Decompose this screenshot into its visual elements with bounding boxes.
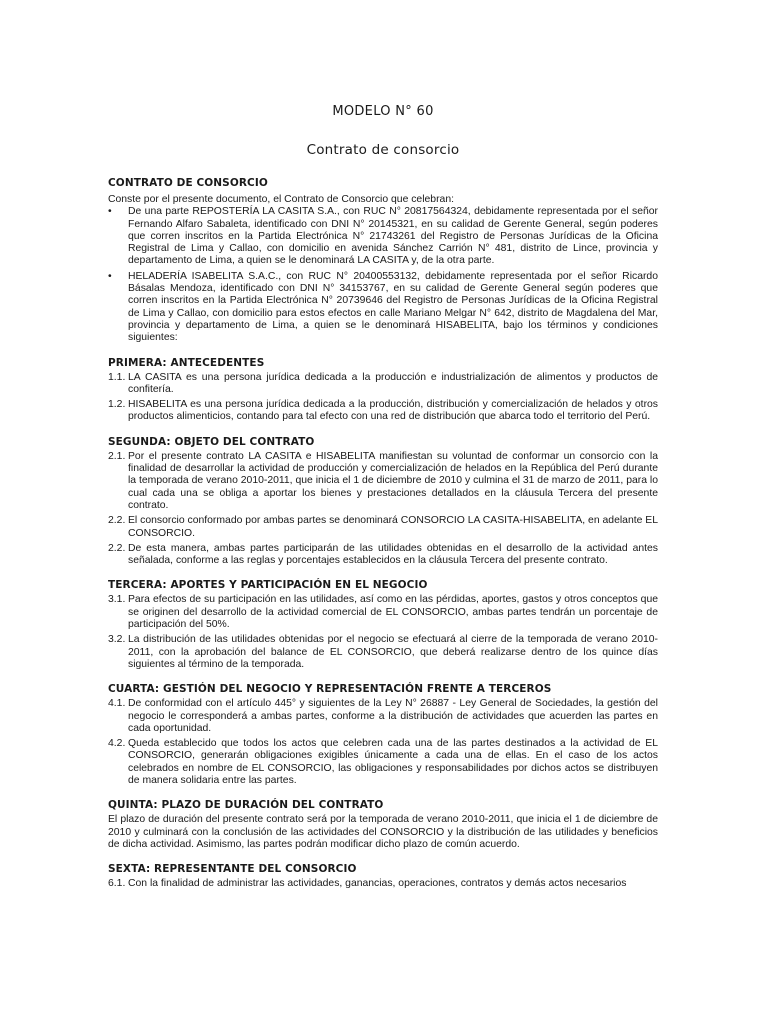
- clause-item: [108, 372, 658, 397]
- section-heading-primera: PRIMERA: ANTECEDENTES: [108, 356, 265, 369]
- clause-item: [108, 738, 658, 787]
- clause-text: La distribución de las utilidades obtenidas por el negocio se efectuará al cierre de la temporada de verano 2010-2011, con la aprobación del balance de EL CONSORCIO, que deberá realizarse dentro de los quince días siguientes al término de la temporada.: [128, 634, 658, 670]
- section-heading-segunda: SEGUNDA: OBJETO DEL CONTRATO: [108, 435, 315, 448]
- clause-item: [108, 878, 658, 890]
- document-title: Contrato de consorcio: [306, 142, 460, 158]
- clause-item: [108, 451, 658, 512]
- clause-item: [108, 543, 658, 568]
- clause-number: 2.2.: [108, 542, 126, 554]
- section-heading-tercera: TERCERA: APORTES Y PARTICIPACIÓN EN EL NEGOCIO: [108, 579, 428, 592]
- clause-text: Con la finalidad de administrar las actividades, ganancias, operaciones, contratos y demás actos necesarios: [128, 878, 627, 890]
- clause-number: 4.2.: [108, 738, 126, 750]
- clause-number: 6.1.: [108, 878, 126, 890]
- document-body: [108, 104, 658, 893]
- clause-number: 1.1.: [108, 371, 126, 383]
- bullet-marker: •: [108, 206, 112, 218]
- bullet-marker: •: [108, 270, 112, 282]
- section-heading-sexta: SEXTA: REPRESENTANTE DEL CONSORCIO: [108, 863, 357, 876]
- clause-number: 2.2.: [108, 515, 126, 527]
- section-heading-cuarta: CUARTA: GESTIÓN DEL NEGOCIO Y REPRESENTACIÓN FRENTE A TERCEROS: [108, 683, 552, 696]
- clause-text: De conformidad con el artículo 445° y siguientes de la Ley N° 26887 - Ley General de Sociedades, la gestión del negocio le corresponderá a ambas partes, conforme a la distribución de actividades que acuerden las partes en cada oportunidad.: [128, 698, 658, 734]
- clause-item: [108, 515, 658, 540]
- clause-text: HISABELITA es una persona jurídica dedicada a la producción, distribución y comercialización de helados y otros productos alimenticios, contando para tal efecto con una red de distribución que abarca todo el territorio del Perú.: [128, 399, 658, 423]
- section-heading-contract: CONTRATO DE CONSORCIO: [108, 177, 268, 189]
- clause-number: 1.2.: [108, 399, 126, 411]
- clause-text: Queda establecido que todos los actos que celebren cada una de las partes destinados a la actividad de EL CONSORCIO, generarán obligaciones exigibles únicamente a cada una de ellas. En el caso de los actos celebrados en nombre de EL CONSORCIO, las obligaciones y responsabilidades por dichos actos se distribuyen de manera solidaria entre las partes.: [128, 738, 658, 786]
- party-bullet-2: [108, 271, 658, 345]
- clause-item: [108, 594, 658, 631]
- clause-number: 3.1.: [108, 594, 126, 606]
- clause-paragraph: El plazo de duración del presente contrato será por la temporada de verano 2010-2011, que inicia el 1 de diciembre de 2010 y culminará con la conclusión de las actividades del CONSORCIO y la distribución de las utilidades y beneficios de dicha actividad. Asimismo, las partes podrán modificar dicho plazo de común acuerdo.: [108, 814, 658, 850]
- clause-item: [108, 634, 658, 671]
- section-heading-quinta: QUINTA: PLAZO DE DURACIÓN DEL CONTRATO: [108, 799, 384, 812]
- clause-text: De esta manera, ambas partes participarán de las utilidades obtenidas en el desarrollo de la actividad antes señalada, conforme a las reglas y porcentajes establecidos en la cláusula Tercera del presente contrato.: [128, 542, 658, 567]
- intro-paragraph: Conste por el presente documento, el Contrato de Consorcio que celebran:: [108, 194, 454, 205]
- clause-number: 4.1.: [108, 698, 126, 710]
- clause-text: Por el presente contrato LA CASITA e HISABELITA manifiestan su voluntad de conformar un consorcio con la finalidad de desarrollar la actividad de producción y comercialización de helados en la República del Perú durante la temporada de verano 2010-2011, que inicia el 1 de diciembre de 2010 y culmina el 31 de marzo de 2011, para lo cual cada una se obliga a aportar los bienes y prestaciones detallados en la cláusula Tercera del presente contrato.: [128, 450, 658, 511]
- clause-item: [108, 698, 658, 735]
- clause-number: 3.2.: [108, 634, 126, 646]
- party-bullet-1: [108, 206, 658, 267]
- party-text: De una parte REPOSTERÍA LA CASITA S.A., con RUC N° 20817564324, debidamente representada por el señor Fernando Alfaro Sabaleta, identificado con DNI N° 20145321, en su calidad de Gerente General, según poderes que corren inscritos en la Partida Electrónica N° 21743261 del Registro de Personas Jurídicas de la Oficina Registral de Lima y Callao, con domicilio en avenida Sánchez Carrión N° 481, distrito de Lince, provincia y departamento de Lima, a quien se le denominará LA CASITA y, de la otra parte.: [128, 206, 658, 267]
- party-text: HELADERÍA ISABELITA S.A.C., con RUC N° 20400553132, debidamente representada por el señor Ricardo Básalas Mendoza, identificado con DNI N° 34153767, en su calidad de Gerente General según poderes que corren inscritos en la Partida Electrónica N° 20739646 del Registro de Personas Jurídicas de la Oficina Registral de Lima y Callao, con domicilio para estos efectos en calle Mariano Melgar N° 642, distrito de Magdalena del Mar, provincia y departamento de Lima, a quien se le denominará HISABELITA, bajo los términos y condiciones siguientes:: [128, 270, 658, 344]
- model-number: MODELO N° 60: [332, 104, 434, 119]
- clause-number: 2.1.: [108, 450, 126, 462]
- clause-text: Para efectos de su participación en las utilidades, así como en las pérdidas, aportes, gastos y otros conceptos que se originen del desarrollo de la actividad comercial de EL CONSORCIO, ambas partes tendrán un porcentaje de participación del 50%.: [128, 594, 658, 631]
- clause-item: [108, 399, 658, 424]
- clause-text: LA CASITA es una persona jurídica dedicada a la producción e industrialización de alimentos y productos de confitería.: [128, 371, 658, 395]
- clause-text: El consorcio conformado por ambas partes se denominará CONSORCIO LA CASITA-HISABELITA, en adelante EL CONSORCIO.: [128, 515, 658, 539]
